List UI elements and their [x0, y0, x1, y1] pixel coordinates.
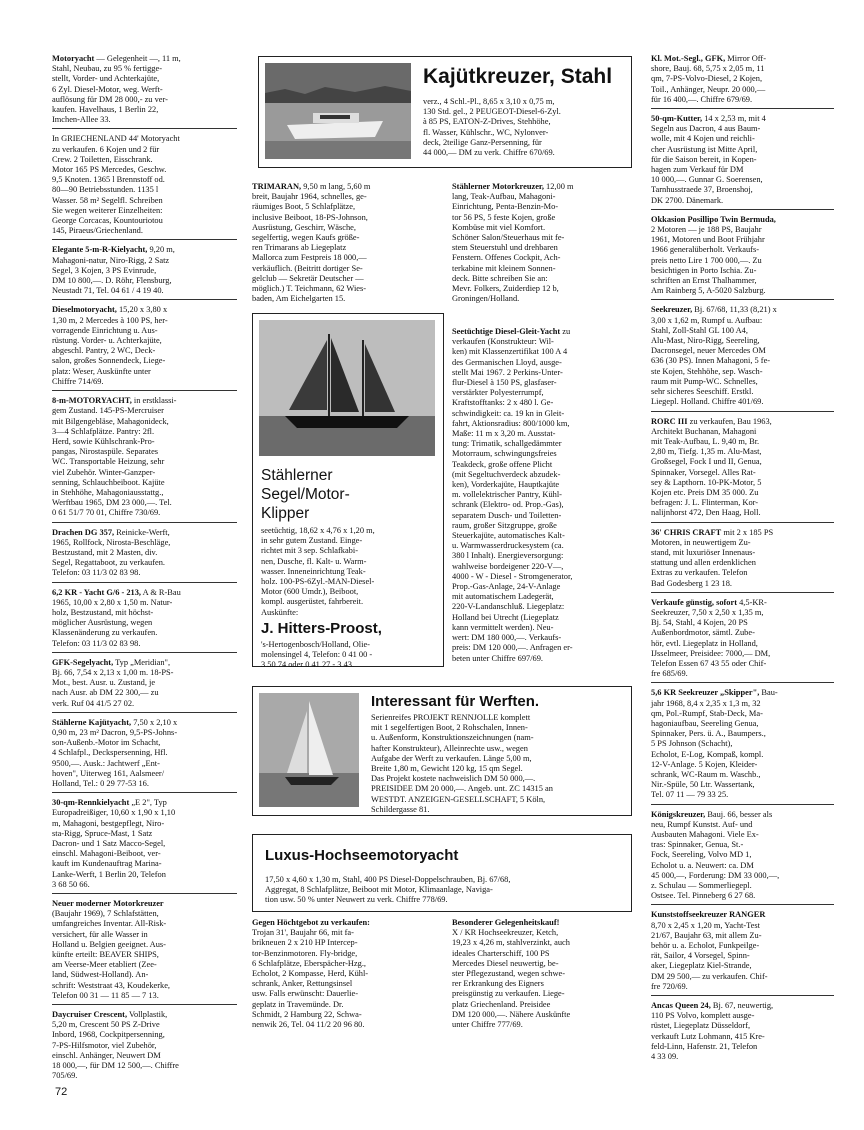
klipper-photo: [259, 320, 435, 456]
ad-text: Reinicke-Werft, 1965, Rollfock, Nirosta-Beschläge, Bestzustand, mit 2 Masten, div. Segel, Regattaboot, zu verkaufen. Telefon: 03 11/3 02 83 98.: [52, 527, 171, 578]
column-right: [651, 52, 834, 1068]
ad-text: 12,00 m lang, Teak-Aufbau, Mahagoni- Einrichtung, Penta-Benzin-Mo- tor 56 PS, 5 feste Kojen, große Kombüse mit viel Komfort. Schöner Salon/Steuerhaus mit fe- stem Steuerstuhl und drehbaren Fenstern. Offenes Cockpit, Ach- terkabine mit kleinem Sonnen- deck. Bitte schreiben Sie an: Mevr. Folkers, Zuiderdiep 12 b, Groningen/Holland.: [452, 182, 574, 304]
ad-text: in erstklassi- gem Zustand. 145-PS-Mercruiser mit Bilgengebläse, Mahagonideck, 3—4 Schlafplätze. Pantry: 2fl. Herd, sowie Kühlschrank-Pro- pangas, Nirostaspüle. Separates WC. Transportable Heizung, sehr viel Zubehör. Winter-Ganzper- senning, Schlauchbeiboot. Kajüte in Stehhöhe, Mahagoniausstattg., Werftbau 1965, DM 23 000,—. Tel. 0 61 51/7 70 01, Chiffre 730/69.: [52, 396, 177, 518]
classified-ad: [52, 656, 237, 713]
classified-ad: [651, 596, 834, 684]
classified-ad: [651, 213, 834, 301]
ad-text: zu verkaufen, Bau 1963, Architekt Buchanan, Mahagoni mit Teak-Aufbau, L. 9,40 m, Br. 2,80 m, Tiefg. 1,35 m. Alu-Mast, Großsegel, Fock I und II, Genua, Spinnaker, Vorsegel. Alles Rat- sey & Lapthorn. 10-PK-Motor, 5 Kojen etc. Preis DM 35 000. Zu befragen: J. L. Flinterman, Kor- nalijnhorst 472, Den Haag, Holl.: [651, 416, 772, 518]
ad-text: Vollplastik, 5,20 m, Crescent 50 PS Z-Drive Inbord, 1968, Cockpitpersenning, 7-PS-Hilfsmotor, viel Zubehör, einschl. Anhänger, Neuwert DM 18 000,—, für DM 12 500,—. Chiffre 705/69.: [52, 1010, 179, 1081]
classified-ad: [52, 394, 237, 522]
ad-text: In GRIECHENLAND 44' Motoryacht zu verkaufen. 6 Kojen und 2 für Crew. 2 Toiletten, Eisschrank. Motor 165 PS Mercedes, Geschw. 9,5 Knoten. 1365 l Brennstoff od. 80—90 Betriebsstunden. 1135 l Wasser. 58 m² Segelfl. Schreiben Sie wegen weiterer Einzelheiten: George Corcacas, Kountouriotou 145, Piraeus/Griechenland.: [52, 134, 180, 236]
jolle-photo: [259, 693, 359, 807]
ad-heading: Okkasion Posillipo Twin Bermuda,: [651, 214, 776, 224]
ad-text: Trojan 31', Baujahr 66, mit fa- brikneuen 2 x 210 HP Intercep- tor-Benzinmotoren. Fly-bridge, 6 Schlafplätze, Eberspächer-Hzg., Echolot, 2 Kompasse, Herd, Kühl- schrank, Anker, Rettungsinsel usw. Falls erwünscht: Dauerlie- geplatz in Travemünde. Dr. Schmidt, 2 Hamburg 22, Schwa- nenwik 26, Tel. 04 11/2 20 96 80.: [252, 928, 369, 1030]
ad-heading: 5,6 KR Seekreuzer „Skipper",: [651, 688, 760, 698]
classified-ad: [651, 526, 834, 593]
ad-text: 7,50 x 2,10 x 0,90 m, 23 m² Dacron, 9,5-PS-Johns- son-Außenb.-Motor im Schacht, 4 Schlafpl., Deckspersenning, Hfl. 9500,—. Ausk.: Jachtwerf „Ent- hoven", Uiterweg 161, Aalsmeer/ Holland, Tel.: 0 29 77-53 16.: [52, 717, 178, 788]
ad-luxus-hochseemotoryacht: [252, 834, 632, 912]
ad-text: Bj. 67, neuwertig, 110 PS Volvo, komplett ausge- rüstet, Liegeplatz Düsseldorf, verkauft Lutz Lohmann, 415 Kre- feld-Linn, Hafenstr. 21, Telefon 4 33 09.: [651, 1001, 774, 1062]
classified-ad: [52, 526, 237, 583]
ad-text: Bauj. 66, besser als neu, Rumpf Kunstst. Auf- und Ausbauten Mahagoni. Viele Ex- tras: Spinnaker, Genua, St.- Fock, Seereling, Volvo MD 1, Echolot u. a. Neuwert: ca. DM 45 000,—, Forderung: DM 33 000,—, z. Schulau — Sommerliegepl. Ostsee. Tel. Pinneberg 6 27 68.: [651, 809, 780, 901]
classified-ad: [651, 999, 834, 1065]
ad-werften: [252, 686, 632, 816]
ad-heading: Neuer moderner Motorkreuzer: [52, 899, 164, 909]
ad-text: zu verkaufen (Konstrukteur: Wil- ken) mit Klassenzertifikat 100 A 4 des Germanischen Lloyd, ausge- stellt Mai 1967. 2 Perkins-Unter- flur-Diesel à 150 PS, glasfaser- verstärkter Polyesterrumpf, Kraftstofftanks: 2 x 480 l. Ge- schwindigkeit: ca. 19 kn in Gleit- fahrt, Aktionsradius: 800/1000 km, Maße: 11 m x 3,20 m. Ausstat- tung: Trimatik, schallgedämmter Motorraum, schwingungsfreies Teakdeck, große offene Plicht (mit Segeltuchverdeck abzudek- ken), Vorderkajüte, Hauptkajüte m. vollelektrischer Pantry, Kühl- schrank (Elektro- od. Prop.-Gas), separatem Dusch- und Toiletten- raum, großer Sitzgruppe, große Steuerkajüte, automatisches Kalt- u. Warmwasserdruckesystem (ca. 380 l Inhalt). Energieversorgung: wahlweise bordeigener 220-V—, 4000 - W - Diesel - Stromgenerator, Prop.-Gas-Anlage, 24-V-Anlage mit automatischem Ladegerät, 220-V-Landanschluß. Liegeplatz: Holland bei Utrecht (Liegeplatz kann vermittelt werden). Neu- wert: DM 180 000,—. Verkaufs- preis: DM 120 000,—. Anfragen er- beten unter Chiffre 697/69.: [452, 327, 573, 663]
classified-ad: [52, 586, 237, 653]
ad-text: „E 2", Typ Europadreißiger, 10,60 x 1,90 x 1,10 m, Mahagoni, bestgepflegt, Niro- sta-Rigg, Spruce-Mast, 1 Satz Dacron- und 1 Satz Macco-Segel, einschl. Mahagoni-Beiboot, ver- kauft im Kundenauftrag Marina- Lanke-Werft, 1 Berlin 20, Telefon 3 68 50 66.: [52, 798, 176, 889]
ad-text: — Gelegenheit —, 11 m, Stahl, Neubau, zu 95 % fertigge- stellt, Vorder- und Achterkajüte, 6 Zyl. Diesel-Motor, weg. Werft- auflösung für DM 28 000,- zu ver- kaufen. Havelhaus, 1 Berlin 22, Imchen-Allee 33.: [52, 54, 181, 125]
ad-heading: Stählerne Kajütyacht,: [52, 717, 132, 727]
ad-text: 4,5-KR- Seekreuzer, 7,50 x 2,50 x 1,35 m, Bj. 54, Stahl, 4 Kojen, 20 PS Außenbordmotor, sämtl. Zube- hör, evtl. Liegeplatz in Holland, IJsselmeer, Preisidee: 7000,— DM, Telefon Essen 67 43 55 oder Chif- fre 685/69.: [651, 597, 771, 679]
classified-ad: [52, 243, 237, 300]
ad-text: mit 2 x 185 PS Motoren, in neuwertigem Zu- stand, mit luxuriöser Innenaus- stattung und allen erdenklichen Extras zu verkaufen. Telefon Bad Godesberg 1 23 18.: [651, 527, 774, 588]
ad-heading: 36' CHRIS CRAFT: [651, 527, 722, 537]
ad-heading: 50-qm-Kutter,: [651, 114, 703, 124]
ad-heading: 30-qm-Rennkielyacht: [52, 798, 130, 808]
ad-text: A & R-Bau 1965, 10,00 x 2,80 x 1,50 m. Natur- holz, Bestzustand, mit höchst- möglicher Ausrüstung, wegen Klassenänderung zu verkaufen. Telefon: 03 11/3 02 83 98.: [52, 587, 181, 648]
ad-heading: TRIMARAN,: [252, 182, 302, 191]
ad-heading: GFK-Segelyacht,: [52, 657, 114, 667]
ad-heading: RORC III: [651, 416, 688, 426]
classified-ad: [52, 796, 237, 894]
ad-text: (Baujahr 1969), 7 Schlafstätten, umfangreiches Inventar. All-Risk- versichert, für alle Wasser in Holland u. Belgien geeignet. Aus- künfte erteilt: BEAVER SHIPS, am Veerse-Meer etabliert (Zee- land, Südwest-Holland). An- schrift: Weststraat 43, Koudekerke, Telefon 00 31 — 11 85 — 7 13.: [52, 909, 171, 1000]
ad-text: 14 x 2,53 m, mit 4 Segeln aus Dacron, 4 aus Baum- wolle, mit 4 Kojen und reichli- cher Ausrüstung ist Mitte April, für die Saison bereit, in Kopen- hagen zum Verkauf für DM 10 000,—. Gunnar G. Soerensen, Tarnhusstraede 37, Broenshoj, DK 2700. Dänemark.: [651, 114, 766, 205]
ad-heading: Seekreuzer,: [651, 305, 693, 315]
klipper-contact: J. Hitters-Proost,: [261, 620, 382, 637]
ad-heading: Kl. Mot.-Segl., GFK,: [651, 54, 726, 63]
ad-text: 9,50 m lang, 5,60 m breit, Baujahr 1964, schnelles, ge- räumiges Boot, 5 Schlafplätze, inclusive Beiboot, 18-PS-Johnson, Ausrüstung, Geschirr, Wäsche, segelfertig, wegen Kaufs größe- ren Trimarans ab Liegeplatz Mallorca zum Festpreis 18 000,— verkäuflich. (Beitritt dortiger Se- gelclub — Sekretär Deutscher — möglich.) T. Teichmann, 62 Wies- baden, Am Eichelgarten 15.: [252, 182, 371, 304]
classified-ad: [52, 1008, 237, 1084]
classified-ad: [651, 415, 834, 523]
ad-staehlerner-motorkreuzer: [452, 180, 638, 307]
ad-heading: Kunststoffseekreuzer RANGER: [651, 910, 766, 920]
werften-title: Interessant für Werften.: [371, 693, 540, 710]
ad-diesel-gleit-yacht: [452, 325, 638, 667]
ad-text: 8,70 x 2,45 x 1,20 m, Yacht-Test 21/67, Baujahr 63, mit allem Zu- behör u. a. Echolot, Funkpeilge- rät, Sailor, 4 Vorsegel, Spinn- aker, Liegeplatz Kiel-Strande, DM 29 500,— zu verkaufen. Chif- fre 720/69.: [651, 920, 768, 991]
ad-body: verz., 4 Schl.-Pl., 8,65 x 3,10 x 0,75 m, 130 Std. gel., 2 PEUGEOT-Diesel-6-Zyl. à 85 PS, EATON-Z-Drives, Stehhöhe, fl. Wasser, Kühlschr., WC, Nylonver- deck, 2teilige Ganz-Persenning, für 44 000,— DM zu verk. Chiffre 670/69.: [423, 97, 561, 158]
luxus-body: 17,50 x 4,60 x 1,30 m, Stahl, 400 PS Diesel-Doppelschrauben, Bj. 67/68, Aggregat, 8 Schlafplätze, Beiboot mit Motor, Klimaanlage, Naviga- tion usw. 50 % unter Neuwert zu verk. Chiffre 778/69.: [265, 875, 511, 905]
classified-ad: [651, 808, 834, 906]
classified-ad: [52, 716, 237, 793]
classified-ad: [651, 52, 834, 109]
ad-heading: 6,2 KR - Yacht G/6 - 213,: [52, 587, 142, 597]
ad-kajuetkreuzer: [258, 56, 632, 168]
ad-heading: Motoryacht: [52, 54, 95, 63]
ad-heading: Stählerner Motorkreuzer,: [452, 182, 544, 191]
ad-heading: Dieselmotoryacht,: [52, 305, 117, 315]
ad-heading: Drachen DG 357,: [52, 527, 115, 537]
ad-heading: Königskreuzer,: [651, 809, 706, 819]
classified-ad: [651, 303, 834, 411]
page-number: 72: [55, 1086, 68, 1098]
ad-title: Kajütkreuzer, Stahl: [423, 65, 613, 88]
boat-photo: [265, 63, 411, 159]
classified-ad: [651, 908, 834, 996]
classified-ad: [52, 52, 237, 129]
ad-text: Mirror Off- shore, Bauj. 68, 5,75 x 2,05 m, 11 qm, 7-PS-Volvo-Diesel, 2 Kojen, Toil., Anhänger, Neupr. 20 000,— für 16 400,—. Chiffre 679/69.: [651, 54, 766, 104]
classified-ad: [52, 132, 237, 240]
klipper-title: Stählerner Segel/Motor- Klipper: [261, 467, 350, 522]
ad-text: X / KR Hochseekreuzer, Ketch, 19,23 x 4,26 m, stahlverzinkt, auch ideales Charterschiff, 100 PS Mercedes Diesel neuwertig, be- ster Pflegezustand, wegen schwe- rer Erkrankung des Eigners preisgünstig zu verkaufen. Liege- platz Griechenland. Preisidee DM 120 000,—. Nähere Auskünfte unter Chiffre 777/69.: [452, 928, 571, 1030]
werften-body: Serienreifes PROJEKT RENNJOLLE komplett mit 1 segelfertigen Boot, 2 Rohschalen, Innen- u. Außenform, Konstruktionszeichnungen (nam- hafter Konstrukteur), Alleinrechte usw., wegen Aufgabe der Werft zu verkaufen. Länge 5,00 m, Breite 1,80 m, Gewicht 120 kg, 15 qm Segel. Das Projekt kostete nachweislich DM 50 000,—. PREISIDEE DM 20 000,—. Angeb. unt. ZC 14315 an WESTDT. ANZEIGEN-GESELLSCHAFT, 5 Köln, Schildergasse 81.: [371, 713, 553, 814]
ad-heading: Verkaufe günstig, sofort: [651, 597, 737, 607]
ad-text: Bau- jahr 1968, 8,4 x 2,35 x 1,3 m, 32 qm, Pol.-Rumpf, Stab-Deck, Ma- hagoniaufbau, Seereling Genua, Spinnaker, Pers. ü. A., Baumpers., 5 PS Johnson (Schacht), Echolot, E-Log, Kompaß, kompl. 12-V-Anlage. 5 Kojen, Kleider- schrank, WC-Raum m. Waschb., Nir.-Spüle, 50 Ltr. Wassertank, Tel. 07 11 — 79 33 25.: [651, 688, 778, 800]
ad-trimaran: [252, 180, 438, 307]
classified-ad: [52, 897, 237, 1005]
classified-ad: [52, 303, 237, 391]
column-left: [52, 52, 237, 1087]
ad-heading: 8-m-MOTORYACHT,: [52, 396, 132, 406]
klipper-address: 's-Hertogenbosch/Holland, Olie- molensingel 4, Telefon: 0 41 00 - 3 50 74 oder 0 41 27 - 3 43.: [261, 640, 373, 670]
ad-heading: Seetüchtige Diesel-Gleit-Yacht: [452, 327, 561, 336]
ad-heading: Elegante 5-m-R-Kielyacht,: [52, 245, 148, 255]
ad-text: Bj. 67/68, 11,33 (8,21) x 3,00 x 1,62 m, Rumpf u. Aufbau: Stahl, Zoll-Stahl GL 100 A4, Alu-Mast, Niro-Rigg, Seereling, Dacronsegel, neuer Mercedes OM 636 (30 PS). Innen Mahagoni, 5 fe- ste Kojen, Stehhöhe, sep. Wasch- raum mit Pump-WC. Schnelles, sehr sicheres Seeschiff. Erstkl. Liegepl. Holland. Chiffre 401/69.: [651, 305, 777, 407]
ad-text: 2 Motoren — je 188 PS, Baujahr 1961, Motoren und Boot Frühjahr 1966 generalüberholt. Verkaufs- preis netto Lire 1 700 000,—. Zu besichtigen in Porto Ischia. Zu- schriften an Ernst Thalhammer, Am Rainberg 5, A-5020 Salzburg.: [651, 225, 766, 296]
classified-ad: [651, 686, 834, 804]
ad-text: 15,20 x 3,80 x 1,30 m, 2 Mercedes à 100 PS, her- vorragende Einrichtung u. Aus- rüstung. Vorder- u. Achterkajüte, abgeschl. Pantry, 2 WC, Deck- salon, großes Sonnendeck, Liege- platz: Weser, Auskünfte unter Chiffre 714/69.: [52, 305, 168, 386]
ad-klipper: [252, 313, 444, 670]
luxus-title: Luxus-Hochseemotoryacht: [265, 847, 459, 864]
classified-ad: [651, 112, 834, 210]
ad-trojan: [252, 916, 438, 1033]
ad-heading: Daycruiser Crescent,: [52, 1010, 128, 1020]
ad-heading: Gegen Höchtgebot zu verkaufen:: [252, 918, 370, 927]
ad-text: Typ „Meridian", Bj. 66, 7,54 x 2,13 x 1,00 m. 18-PS- Mot., best. Ausr. u. Zustand, je nach Ausr. ab DM 22 300,— zu verk. Ruf 04 41/5 27 02.: [52, 657, 174, 708]
klipper-body: seetüchtig, 18,62 x 4,76 x 1,20 m, in sehr gutem Zustand. Einge- richtet mit 3 sep. Schlafkabi- nen, Dusche, fl. Kalt- u. Warm- wasser. Inneneinrichtung Teak- holz. 100-PS-6Zyl.-MAN-Diesel- Motor (600 Umdr.), Beiboot, kompl. ausgerüstet, fahrbereit. Auskünfte:: [261, 526, 375, 617]
ad-heading: Besonderer Gelegenheitskauf!: [452, 918, 560, 927]
ad-heading: Ancas Queen 24,: [651, 1001, 711, 1011]
ad-text: 9,20 m, Mahagoni-natur, Niro-Rigg, 2 Satz Segel, 3 Kojen, 3 PS Evinrude, DM 10 800,—. D. Röhr, Flensburg, Neustadt 71, Tel. 04 61 / 4 19 40.: [52, 245, 175, 296]
ad-besonderer-gelegenheitskauf: [452, 916, 638, 1033]
